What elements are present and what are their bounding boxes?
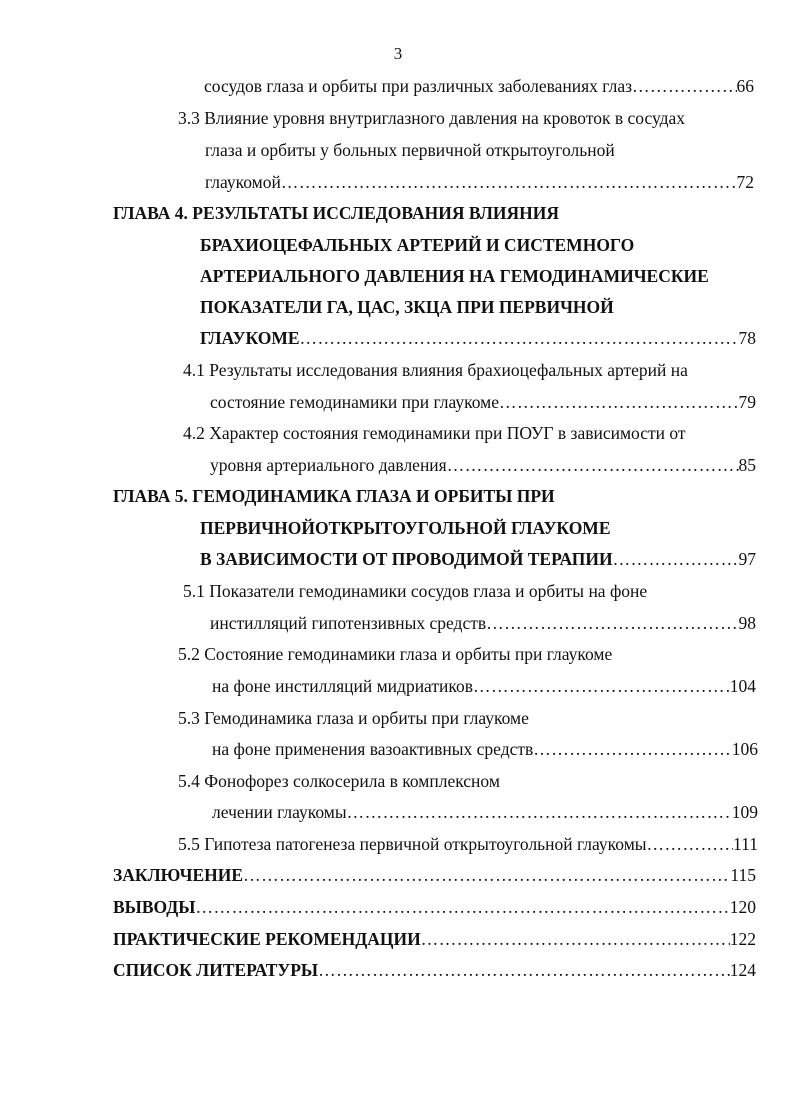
toc-leader-dots [473,674,730,698]
toc-entry[interactable] [183,421,686,445]
toc-entry-continuation [205,138,615,162]
toc-entry-text: 3.3 Влияние уровня внутриглазного давления на кровоток в сосудах [178,108,686,128]
toc-entry-text: 4.2 Характер состояния гемодинамики при ПОУГ в зависимости от [183,423,686,443]
page-number: 3 [393,44,403,63]
toc-chapter-text: В ЗАВИСИМОСТИ ОТ ПРОВОДИМОЙ ТЕРАПИИ [200,549,613,569]
toc-chapter-continuation[interactable] [200,547,756,571]
toc-entry-page: 106 [731,739,758,759]
toc-entry-text: глаукомой [205,172,281,192]
toc-entry[interactable] [178,769,500,793]
toc-chapter-continuation [200,516,611,540]
toc-entry-page: 66 [736,76,754,96]
toc-section-text: ЗАКЛЮЧЕНИЕ [113,865,244,885]
toc-chapter-text: ПЕРВИЧНОЙОТКРЫТОУГОЛЬНОЙ ГЛАУКОМЕ [200,518,611,538]
toc-leader-dots [196,895,730,919]
toc-leader-dots [613,547,739,571]
toc-leader-dots [243,863,730,887]
toc-entry[interactable] [178,642,612,666]
toc-chapter-continuation [200,264,709,288]
toc-entry-continuation[interactable] [205,170,754,194]
toc-entry-page: 122 [729,929,756,949]
toc-entry-continuation[interactable] [210,453,756,477]
toc-entry[interactable] [183,579,647,603]
toc-leader-dots [281,170,737,194]
toc-chapter-continuation [200,233,634,257]
toc-leader-dots [347,800,732,824]
toc-entry[interactable] [183,358,688,382]
toc-entry-page: 98 [738,613,756,633]
toc-entry-text: 5.4 Фонофорез солкосерила в комплексном [178,771,500,791]
toc-entry-continuation[interactable] [210,611,756,635]
toc-chapter-continuation[interactable] [200,326,756,350]
toc-leader-dots [647,832,734,856]
toc-chapter-text: ПОКАЗАТЕЛИ ГА, ЦАС, ЗКЦА ПРИ ПЕРВИЧНОЙ [200,297,614,317]
toc-leader-dots [447,453,739,477]
toc-entry-page: 111 [733,834,758,854]
toc-entry-text: глаза и орбиты у больных первичной открытоугольной [205,140,615,160]
toc-entry-page: 78 [738,328,756,348]
toc-chapter-text: ГЛАВА 5. ГЕМОДИНАМИКА ГЛАЗА И ОРБИТЫ ПРИ [113,486,555,506]
toc-entry-page: 109 [731,802,758,822]
toc-entry[interactable] [178,832,758,856]
toc-entry-continuation[interactable] [212,674,756,698]
toc-entry-text: 5.1 Показатели гемодинамики сосудов глаза и орбиты на фоне [183,581,648,601]
toc-section-heading[interactable] [113,863,756,887]
toc-section-heading[interactable] [113,927,756,951]
toc-leader-dots [632,74,736,98]
toc-entry-text: 4.1 Результаты исследования влияния брахиоцефальных артерий на [183,360,688,380]
toc-entry-text: 5.2 Состояние гемодинамики глаза и орбиты при глаукоме [178,644,613,664]
toc-entry-continuation[interactable] [212,800,758,824]
toc-entry-page: 104 [729,676,756,696]
toc-section-heading[interactable] [113,895,756,919]
toc-entry-continuation[interactable] [210,390,756,414]
toc-leader-dots [421,927,730,951]
toc-entry[interactable] [178,106,685,130]
toc-leader-dots [499,390,739,414]
toc-chapter-heading[interactable] [113,484,555,508]
toc-entry-page: 85 [738,455,756,475]
toc-entry-text: уровня артериального давления [210,455,447,475]
toc-entry[interactable] [178,706,529,730]
toc-chapter-text: ГЛАУКОМЕ [200,328,300,348]
toc-chapter-text: БРАХИОЦЕФАЛЬНЫХ АРТЕРИЙ И СИСТЕМНОГО [200,235,635,255]
toc-entry-page: 97 [738,549,756,569]
toc-entry-text: 5.5 Гипотеза патогенеза первичной открытоугольной глаукомы [178,834,647,854]
toc-entry-text: сосудов глаза и орбиты при различных заболеваниях глаз [204,76,633,96]
toc-entry-page: 79 [738,392,756,412]
toc-section-heading[interactable] [113,958,756,982]
toc-chapter-text: АРТЕРИАЛЬНОГО ДАВЛЕНИЯ НА ГЕМОДИНАМИЧЕСКИЕ [200,266,709,286]
toc-chapter-text: ГЛАВА 4. РЕЗУЛЬТАТЫ ИССЛЕДОВАНИЯ ВЛИЯНИЯ [113,203,560,223]
toc-entry-text: на фоне инстилляций мидриатиков [212,676,474,696]
toc-entry-continuation[interactable] [212,737,758,761]
toc-entry-page: 120 [729,897,756,917]
toc-entry-text: состояние гемодинамики при глаукоме [210,392,499,412]
toc-leader-dots [300,326,739,350]
toc-leader-dots [533,737,731,761]
toc-entry-text: лечении глаукомы [212,802,347,822]
toc-section-text: СПИСОК ЛИТЕРАТУРЫ [113,960,319,980]
toc-entry[interactable] [204,74,754,98]
toc-leader-dots [318,958,730,982]
toc-entry-page: 72 [736,172,754,192]
toc-entry-page: 115 [730,865,756,885]
toc-section-text: ВЫВОДЫ [113,897,196,917]
toc-entry-text: 5.3 Гемодинамика глаза и орбиты при глаукоме [178,708,529,728]
toc-leader-dots [486,611,738,635]
toc-entry-text: инстилляций гипотензивных средств [210,613,487,633]
toc-entry-text: на фоне применения вазоактивных средств [212,739,534,759]
toc-chapter-heading[interactable] [113,201,559,225]
toc-section-text: ПРАКТИЧЕСКИЕ РЕКОМЕНДАЦИИ [113,929,421,949]
toc-chapter-continuation [200,295,614,319]
toc-entry-page: 124 [729,960,756,980]
